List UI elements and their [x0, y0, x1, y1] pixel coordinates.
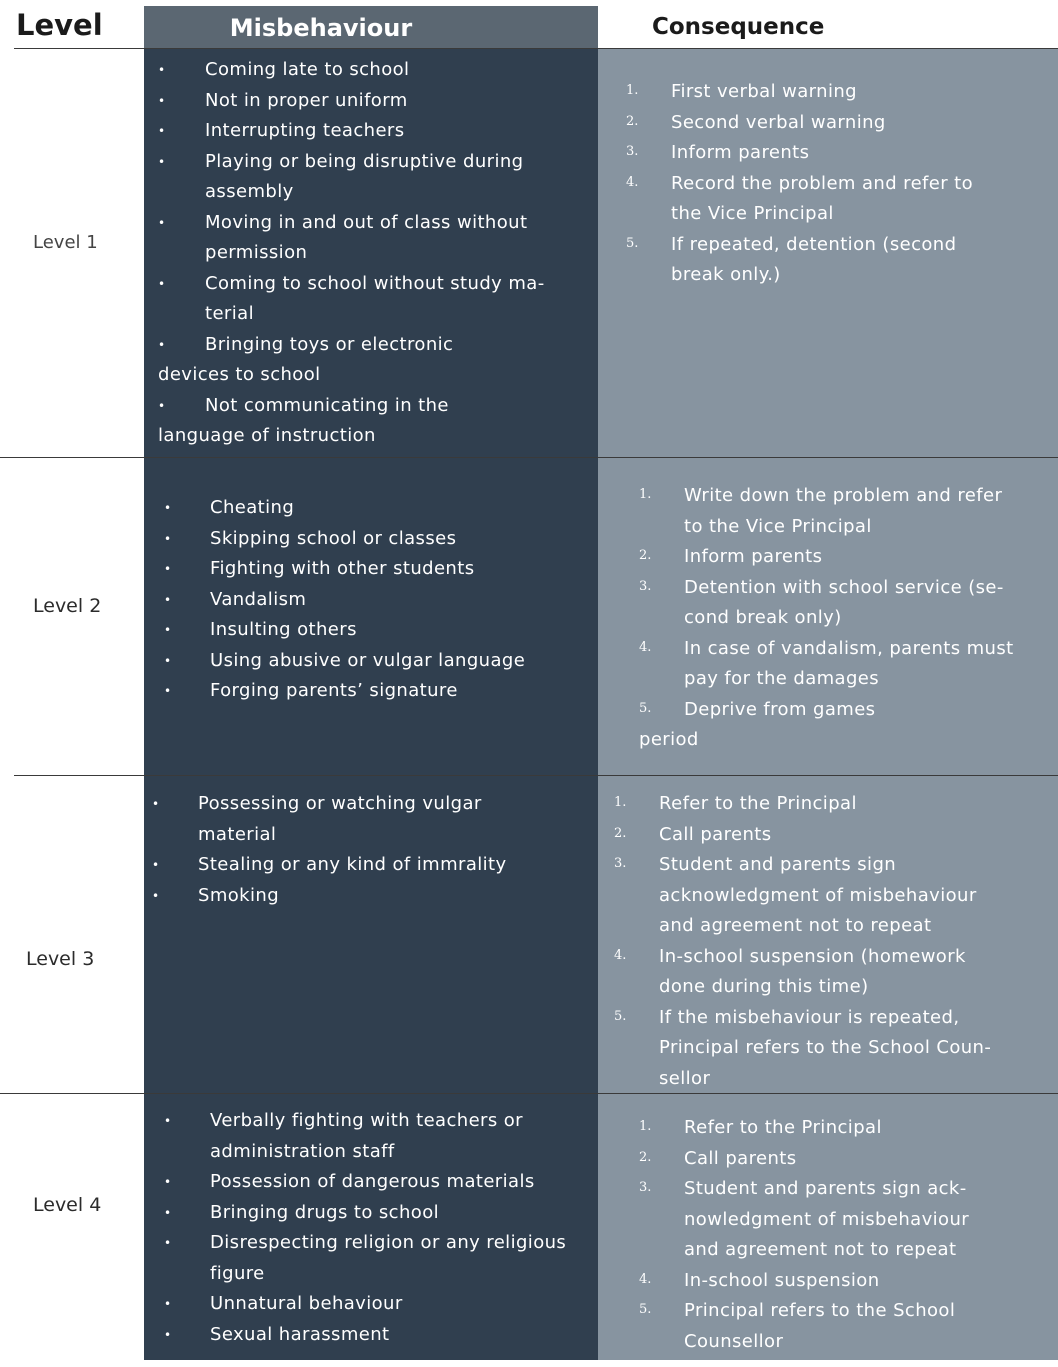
- misbehaviour-item: Smoking: [198, 884, 280, 906]
- misbehaviour-item: Disrespecting religion or any religious: [210, 1232, 567, 1253]
- misbehaviour-bullet: •: [158, 124, 166, 138]
- misbehaviour-bullet: •: [164, 531, 172, 546]
- misbehaviour-item: Insulting others: [210, 619, 357, 640]
- consequence-number: 4.: [639, 639, 652, 655]
- misbehaviour-item: Fighting with other students: [210, 558, 475, 579]
- misbehaviour-bullet: •: [158, 215, 166, 230]
- misbehaviour-bullet: •: [158, 276, 166, 291]
- misbehaviour-item: Interrupting teachers: [205, 120, 405, 141]
- consequence-item: and agreement not to repeat: [684, 1239, 957, 1260]
- misbehaviour-bullet: •: [158, 337, 166, 352]
- consequence-item: In-school suspension (homework: [659, 945, 966, 967]
- misbehaviour-bullet: •: [164, 684, 172, 698]
- consequence-number: 4.: [639, 1271, 652, 1287]
- misbehaviour-bullet: •: [158, 63, 166, 77]
- misbehaviour-bullet: •: [164, 1205, 172, 1220]
- misbehaviour-item: Unnatural behaviour: [210, 1293, 403, 1314]
- consequence-number: 1.: [614, 795, 627, 810]
- consequence-item: Refer to the Principal: [684, 1117, 882, 1138]
- consequence-number: 4.: [614, 947, 627, 963]
- misbehaviour-item: Playing or being disruptive during: [205, 150, 524, 172]
- misbehaviour-bullet: •: [158, 398, 166, 413]
- misbehaviour-bullet: •: [152, 797, 160, 811]
- level-2-label: Level 2: [33, 595, 102, 617]
- misbehaviour-item: Forging parents’ signature: [210, 680, 458, 701]
- consequence-item: Second verbal warning: [671, 111, 886, 133]
- misbehaviour-item: Using abusive or vulgar language: [210, 649, 526, 671]
- misbehaviour-bullet: •: [164, 592, 172, 607]
- misbehaviour-item: Coming late to school: [205, 59, 410, 80]
- misbehaviour-bullet: •: [164, 1236, 172, 1250]
- misbehaviour-item: Moving in and out of class without: [205, 211, 528, 233]
- consequence-item: Principal refers to the School Coun-: [659, 1037, 992, 1058]
- consequence-item: Detention with school service (se-: [684, 576, 1004, 598]
- consequence-number: 1.: [626, 83, 639, 98]
- consequence-number: 3.: [639, 1180, 652, 1195]
- consequence-item: Refer to the Principal: [659, 793, 857, 814]
- misbehaviour-item: Possessing or watching vulgar: [198, 793, 482, 814]
- level-header: Level: [16, 8, 103, 42]
- misbehaviour-item: Possession of dangerous materials: [210, 1171, 535, 1192]
- misbehaviour-header: Misbehaviour: [229, 14, 413, 42]
- consequence-number: 1.: [639, 1119, 652, 1134]
- misbehaviour-item: Coming to school without study ma-: [205, 272, 545, 294]
- consequence-item: break only.): [671, 264, 781, 285]
- misbehaviour-bullet: •: [164, 623, 172, 637]
- consequence-item: the Vice Principal: [671, 203, 834, 224]
- consequence-item: period: [639, 729, 699, 750]
- misbehaviour-bullet: •: [164, 653, 172, 668]
- consequence-item: Student and parents sign ack-: [684, 1178, 967, 1199]
- consequence-number: 2.: [626, 113, 639, 129]
- misbehaviour-bullet: •: [164, 501, 172, 515]
- misbehaviour-bullet: •: [164, 1297, 172, 1311]
- row-divider-2: [14, 775, 1058, 776]
- consequence-item: cond break only): [684, 607, 842, 628]
- consequence-number: 3.: [626, 144, 639, 159]
- consequence-item: Write down the problem and refer: [684, 485, 1003, 506]
- consequence-item: Counsellor: [684, 1330, 784, 1352]
- misbehaviour-item: Verbally fighting with teachers or: [210, 1110, 523, 1131]
- misbehaviour-item: administration staff: [210, 1140, 395, 1162]
- consequence-number: 3.: [639, 578, 652, 594]
- consequence-item: pay for the damages: [684, 668, 880, 689]
- consequence-item: First verbal warning: [671, 81, 857, 102]
- consequence-number: 5.: [639, 700, 652, 716]
- consequence-item: Record the problem and refer to: [671, 172, 974, 194]
- misbehaviour-item: Skipping school or classes: [210, 527, 457, 549]
- consequence-item: Inform parents: [671, 142, 810, 163]
- consequence-item: Student and parents sign: [659, 854, 897, 875]
- consequence-item: If repeated, detention (second: [671, 233, 957, 255]
- consequence-number: 5.: [614, 1008, 627, 1024]
- consequence-item: In-school suspension: [684, 1269, 880, 1291]
- misbehaviour-item: Not communicating in the: [205, 394, 449, 416]
- consequence-number: 4.: [626, 174, 639, 190]
- misbehaviour-item: terial: [205, 303, 254, 324]
- consequence-header: Consequence: [652, 14, 825, 40]
- consequence-item: Inform parents: [684, 546, 823, 567]
- misbehaviour-item: Bringing drugs to school: [210, 1201, 440, 1223]
- level-3-label: Level 3: [26, 948, 95, 970]
- misbehaviour-bullet: •: [164, 1114, 172, 1128]
- consequence-item: Call parents: [684, 1147, 797, 1169]
- misbehaviour-bullet: •: [164, 562, 172, 576]
- consequence-item: to the Vice Principal: [684, 515, 872, 537]
- misbehaviour-item: Bringing toys or electronic: [205, 333, 454, 355]
- level-1-label: Level 1: [33, 232, 98, 253]
- consequence-item: sellor: [659, 1067, 711, 1089]
- misbehaviour-item: Cheating: [210, 497, 295, 518]
- misbehaviour-item: material: [198, 823, 277, 845]
- row-divider-3: [0, 1093, 1058, 1094]
- misbehaviour-bullet: •: [164, 1175, 172, 1189]
- consequence-number: 1.: [639, 487, 652, 502]
- misbehaviour-item: Stealing or any kind of immrality: [198, 854, 507, 875]
- consequence-number: 2.: [639, 548, 652, 563]
- misbehaviour-item: permission: [205, 242, 308, 263]
- misbehaviour-item: figure: [210, 1262, 265, 1284]
- consequence-item: done during this time): [659, 976, 869, 997]
- consequence-item: and agreement not to repeat: [659, 915, 932, 936]
- misbehaviour-item: devices to school: [158, 364, 321, 385]
- misbehaviour-bullet: •: [152, 888, 160, 903]
- misbehaviour-bullet: •: [158, 154, 166, 169]
- consequence-item: nowledgment of misbehaviour: [684, 1208, 970, 1230]
- misbehaviour-item: assembly: [205, 181, 294, 202]
- misbehaviour-item: Vandalism: [210, 588, 307, 610]
- consequence-item: Deprive from games: [684, 698, 876, 720]
- misbehaviour-item: Sexual harassment: [210, 1323, 390, 1345]
- misbehaviour-item: Not in proper uniform: [205, 89, 408, 111]
- level-4-label: Level 4: [33, 1194, 102, 1216]
- consequence-item: In case of vandalism, parents must: [684, 637, 1014, 659]
- row-divider-1: [0, 457, 1058, 458]
- consequence-number: 5.: [626, 235, 639, 251]
- consequence-number: 2.: [639, 1149, 652, 1165]
- consequence-item: Principal refers to the School: [684, 1300, 956, 1321]
- consequence-number: 5.: [639, 1302, 652, 1317]
- consequence-item: acknowledgment of misbehaviour: [659, 884, 977, 906]
- consequence-number: 2.: [614, 825, 627, 841]
- consequence-number: 3.: [614, 856, 627, 871]
- misbehaviour-bullet: •: [164, 1327, 172, 1342]
- consequence-item: Call parents: [659, 823, 772, 845]
- header-divider: [14, 48, 1058, 49]
- misbehaviour-bullet: •: [158, 93, 166, 108]
- consequence-item: If the misbehaviour is repeated,: [659, 1006, 960, 1028]
- misbehaviour-bullet: •: [152, 858, 160, 872]
- misbehaviour-item: language of instruction: [158, 425, 376, 446]
